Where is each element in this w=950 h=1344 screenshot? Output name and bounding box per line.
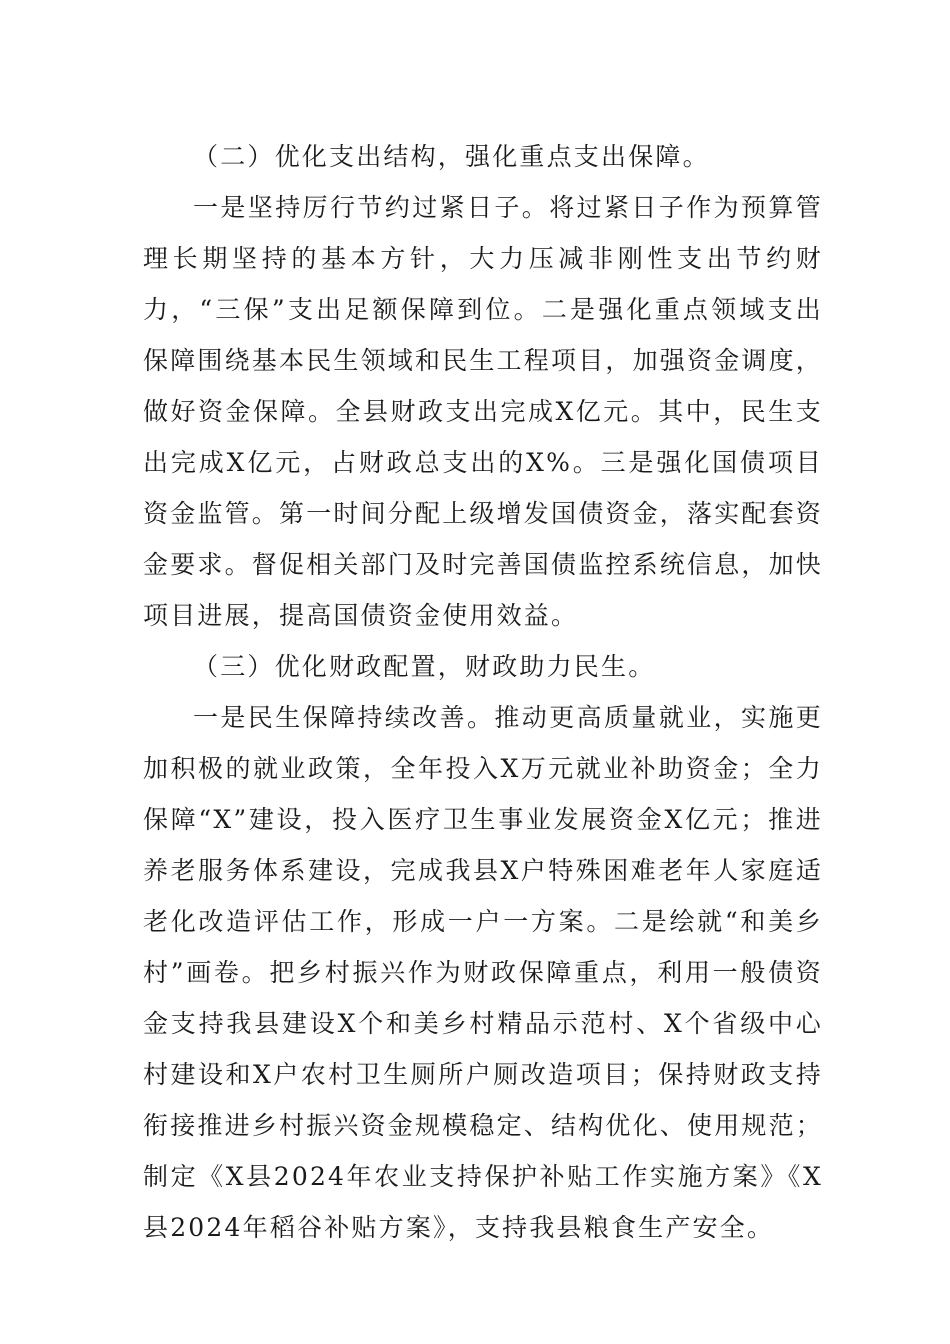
section-paragraph-3: 一是民生保障持续改善。推动更高质量就业，实施更加积极的就业政策，全年投入X万元就业补助资金；全力保障“X”建设，投入医疗卫生事业发展资金X亿元；推进养老服务体系建设，完成我县X户特殊困难老年人家庭适老化改造评估工作，形成一户一方案。二是绘就“和美乡村”画卷。把乡村振兴作为财政保障重点，利用一般债资金支持我县建设X个和美乡村精品示范村、X个省级中心村建设和X户农村卫生厕所户厕改造项目；保持财政支持衔接推进乡村振兴资金规模稳定、结构优化、使用规范；制定《X县2024年农业支持保护补贴工作实施方案》《X县2024年稻谷补贴方案》，支持我县粮食生产安全。 xyxy=(143,703,824,1242)
document-body xyxy=(143,131,823,1253)
section-heading-2: （二）优化支出结构，强化重点支出保障。 xyxy=(193,142,710,171)
section-heading-3: （三）优化财政配置，财政助力民生。 xyxy=(193,652,656,681)
section-paragraph-2: 一是坚持厉行节约过紧日子。将过紧日子作为预算管理长期坚持的基本方针，大力压减非刚性支出节约财力，“三保”支出足额保障到位。二是强化重点领域支出保障围绕基本民生领域和民生工程项目，加强资金调度，做好资金保障。全县财政支出完成X亿元。其中，民生支出完成X亿元，占财政总支出的X%。三是强化国债项目资金监管。第一时间分配上级增发国债资金，落实配套资金要求。督促相关部门及时完善国债监控系统信息，加快项目进展，提高国债资金使用效益。 xyxy=(143,193,824,630)
